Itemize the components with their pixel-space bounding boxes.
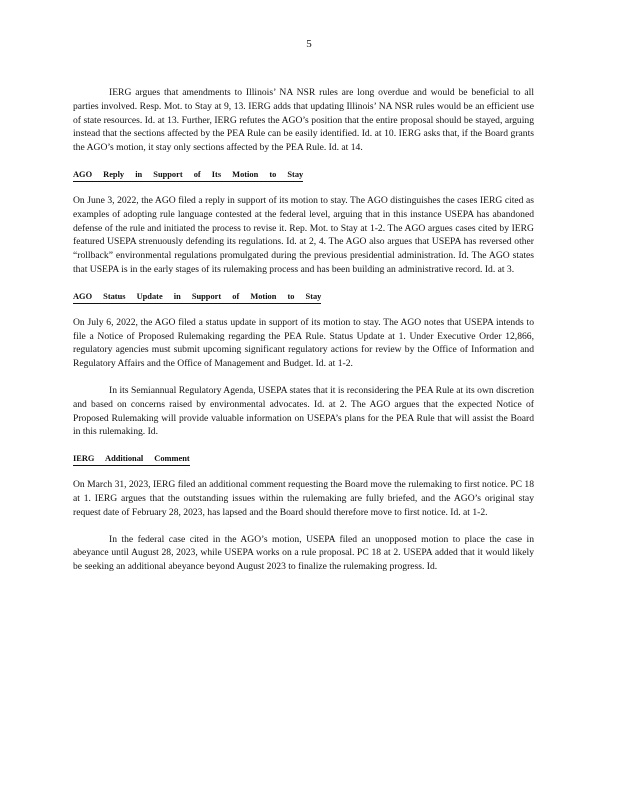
- paragraph-ago-status-update: On July 6, 2022, the AGO filed a status update in support of its motion to stay. The AGO notes that USEPA intends to file a Notice of Proposed Rulemaking regarding the PEA Rule. Status Update at 1. Under Executive Order 12,866, regulatory agencies must submit upcoming significant regulatory actions for review by the Office of Information and Regulatory Affairs and the Office of Management and Budget. Id. at 1-2.: [73, 316, 534, 370]
- page-number: 5: [306, 38, 312, 50]
- paragraph-ierg-argues: IERG argues that amendments to Illinois’ NA NSR rules are long overdue and would be beneficial to all parties involved. Resp. Mot. to Stay at 9, 13. IERG adds that updating Illinois’ NA NSR rules would be an efficient use of state resources. Id. at 13. Further, IERG refutes the AGO’s position that the entire proposal should be stayed, arguing instead that the sections affected by the PEA Rule can be easily identified. Id. at 10. IERG asks that, if the Board grants the AGO’s motion, it stay only sections affected by the PEA Rule. Id. at 14.: [73, 87, 534, 154]
- paragraph-ierg-additional-comment: On March 31, 2023, IERG filed an additional comment requesting the Board move the rulemaking to first notice. PC 18 at 1. IERG argues that the outstanding issues within the rulemaking are fully briefed, and the AGO’s original stay request date of February 28, 2023, has lapsed and the Board should therefore move to first notice. Id. at 1-2.: [73, 479, 534, 518]
- paragraph-ago-reply: On June 3, 2022, the AGO filed a reply in support of its motion to stay. The AGO distinguishes the cases IERG cited as examples of adopting rule language contested at the federal level, arguing that in this instance USEPA has abandoned defense of the rule and initiated the process to revise it. Rep. Mot. to Stay at 1-2. The AGO argues cases cited by IERG featured USEPA strenuously defending its regulations. Id. at 2, 4. The AGO also argues that USEPA has reversed other “rollback” environmental regulations promulgated during the previous presidential administration. Id. The AGO states that USEPA is in the early stages of its rulemaking process and has been building an administrative record. Id. at 3.: [73, 194, 534, 275]
- paragraph-semiannual-agenda: In its Semiannual Regulatory Agenda, USEPA states that it is reconsidering the PEA Rule at its own discretion and based on concerns raised by environmental advocates. Id. at 2. The AGO argues that the expected Notice of Proposed Rulemaking will provide valuable information on USEPA’s plans for the PEA Rule that will assist the Board in this rulemaking. Id.: [73, 384, 534, 438]
- heading-ago-status-update: AGO Status Update in Support of Motion to Stay: [73, 291, 321, 304]
- paragraph-federal-case: In the federal case cited in the AGO’s motion, USEPA filed an unopposed motion to place the case in abeyance until August 28, 2023, while USEPA works on a rule proposal. PC 18 at 2. USEPA added that it would likely be seeking an additional abeyance beyond August 2023 to finalize the rulemaking progress. Id.: [73, 533, 534, 573]
- heading-ierg-additional-comment: IERG Additional Comment: [73, 453, 190, 466]
- heading-ago-reply: AGO Reply in Support of Its Motion to Stay: [73, 169, 303, 182]
- page-body: [73, 86, 534, 574]
